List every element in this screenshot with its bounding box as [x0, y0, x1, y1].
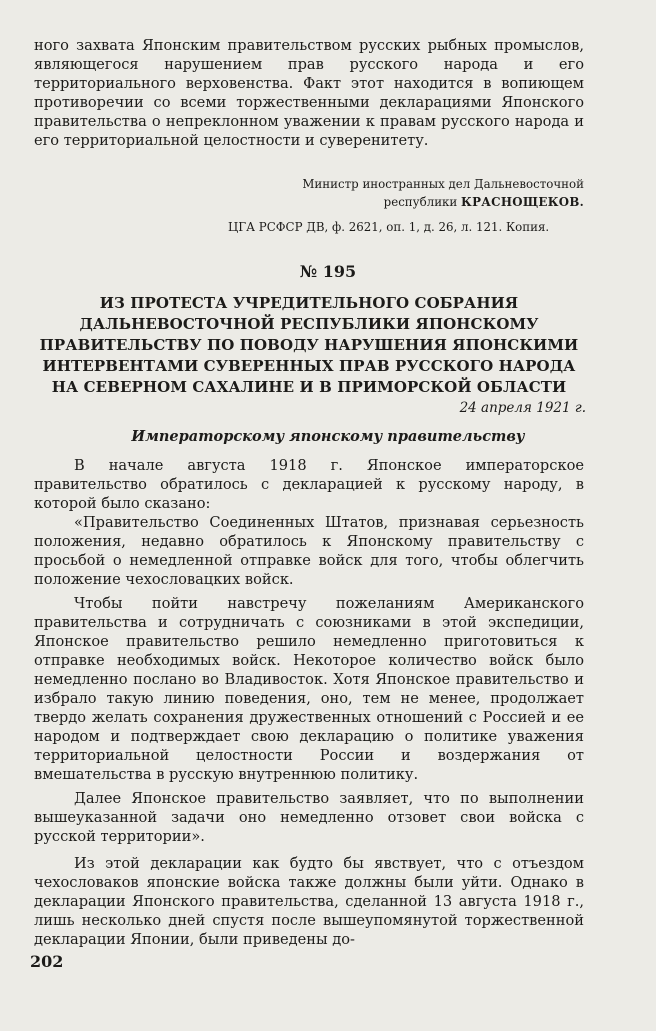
- archive-reference: ЦГА РСФСР ДВ, ф. 2621, оп. 1, д. 26, л. 121. Копия.: [228, 220, 550, 234]
- signature-republic: республики: [383, 194, 458, 209]
- body-paragraph-5: Из этой декларации как будто бы явствует, что с отъездом чехословаков японские войска также должны были уйти. Однако в декларации Японского правительства, сделанной 13 августа 1918 г., лишь несколько дней спустя после вышеупомянутой торжественной декларации Японии, были приведены до-: [34, 855, 584, 948]
- page-number: 202: [30, 952, 64, 971]
- body-paragraph-1: В начале августа 1918 г. Японское императорское правительство обратилось с декларацией к русскому народу, в которой было сказано:: [34, 457, 584, 512]
- signature-line: [170, 194, 584, 212]
- signature-position: Министр иностранных дел Дальневосточной: [302, 177, 584, 191]
- continuation-block: [34, 36, 584, 150]
- signature-block: [170, 176, 584, 237]
- body-text: [34, 456, 584, 949]
- addressee: Императорскому японскому правительству: [131, 428, 525, 445]
- body-paragraph-4: Далее Японское правительство заявляет, что по выполнении вышеуказанной задачи оно немедленно отзовет свои войска с русской территории».: [34, 790, 584, 845]
- signature-name: КРАСНОЩЕКОВ.: [461, 194, 584, 209]
- continuation-paragraph: ного захвата Японским правительством русских рыбных промыслов, являющегося нарушением прав русского народа и его территориального верховенства. Факт этот находится в вопиющем противоречии со всеми торжественными декларациями Японского правительства о непреклонном уважении к правам русского народа и его территориальной целостности и суверенитету.: [34, 37, 584, 149]
- body-paragraph-3: Чтобы пойти навстречу пожеланиям Американского правительства и сотрудничать с союзниками в этой экспедиции, Японское правительство решило немедленно приготовиться к отправке необходимых войск. Некоторое количество войск было немедленно послано во Владивосток. Хотя Японское правительство и избрало такую линию поведения, оно, тем не менее, продолжает твердо желать сохранения дружественных отношений с Россией и ее народом и подтверждает свою декларацию о политике уважения территориальной целостности России и воздержания от вмешательства в русскую внутреннюю политику.: [34, 595, 584, 783]
- document-number: № 195: [299, 262, 357, 281]
- document-date: 24 апреля 1921 г.: [459, 400, 586, 416]
- document-title: ИЗ ПРОТЕСТА УЧРЕДИТЕЛЬНОГО СОБРАНИЯ ДАЛЬНЕВОСТОЧНОЙ РЕСПУБЛИКИ ЯПОНСКОМУ ПРАВИТЕЛЬСТВУ ПО ПОВОДУ НАРУШЕНИЯ ЯПОНСКИМИ ИНТЕРВЕНТАМИ СУВЕРЕННЫХ ПРАВ РУССКОГО НАРОДА НА СЕВЕРНОМ САХАЛИНЕ И В ПРИМОРСКОЙ ОБЛАСТИ: [39, 294, 579, 396]
- body-paragraph-2: «Правительство Соединенных Штатов, признавая серьезность положения, недавно обратилось к Японскому правительству с просьбой о немедленной отправке войск для того, чтобы облегчить положение чехословацких войск.: [34, 514, 584, 588]
